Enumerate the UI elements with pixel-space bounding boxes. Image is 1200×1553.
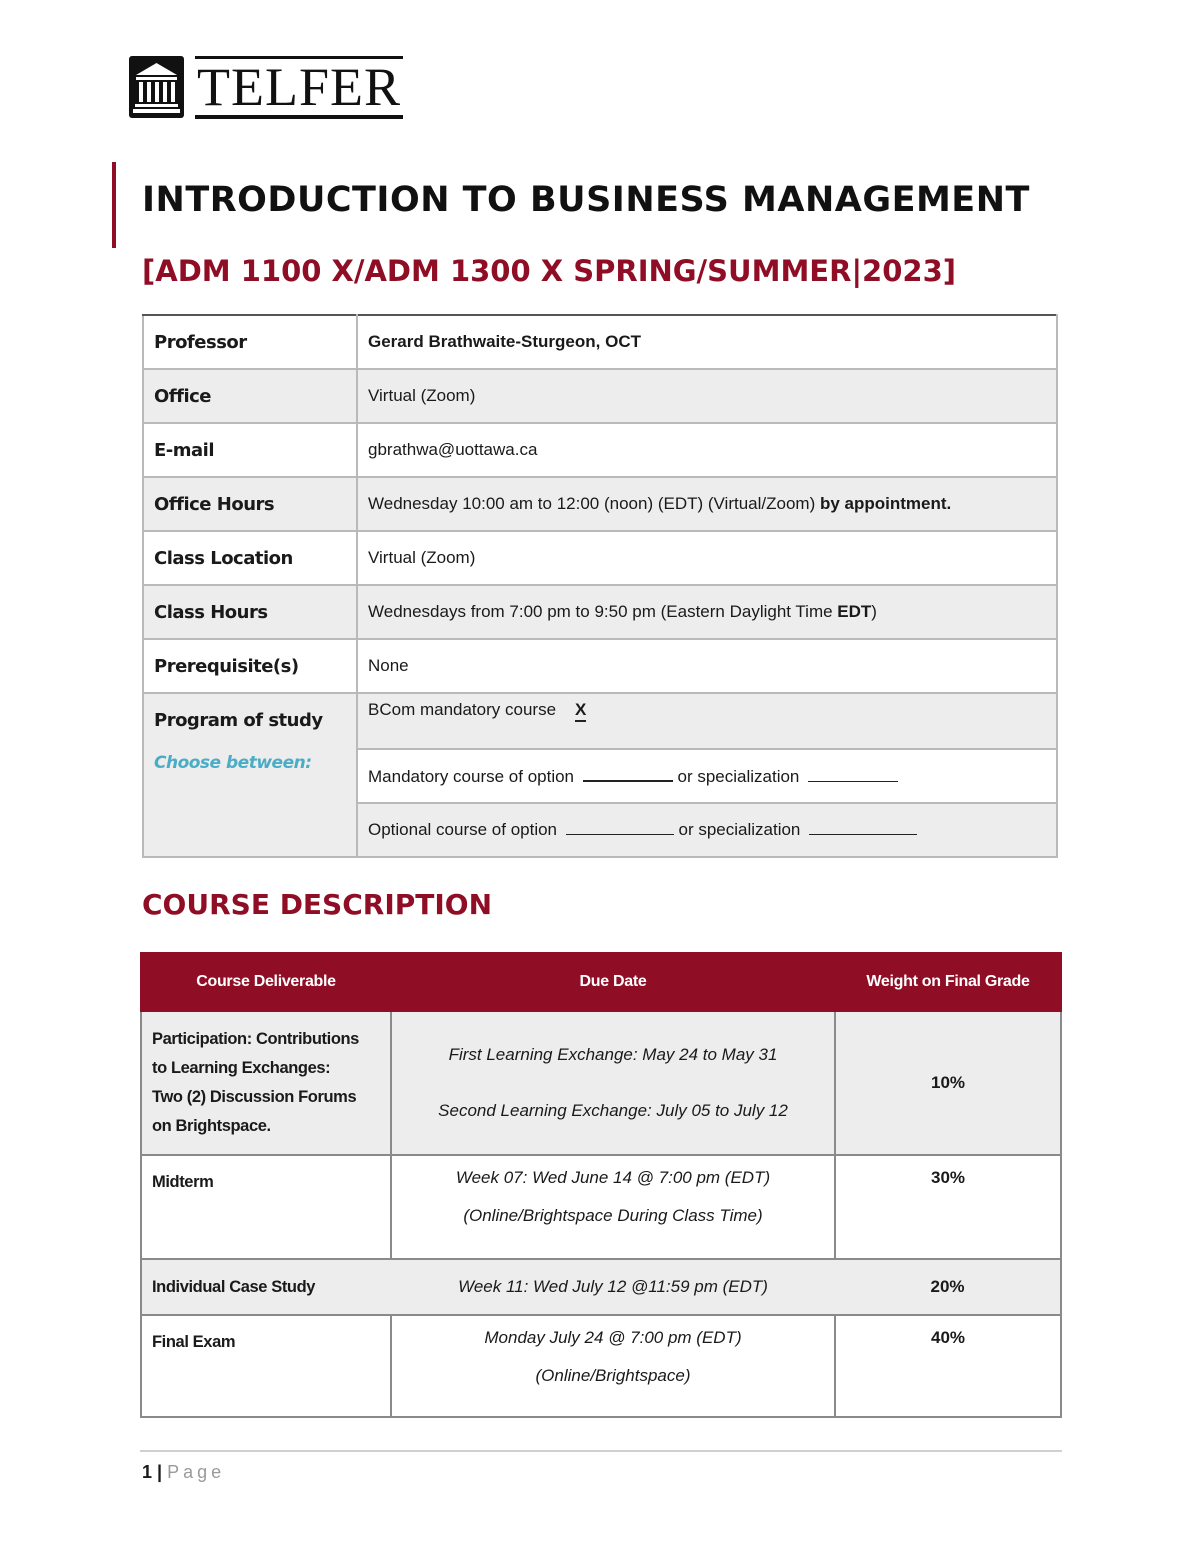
class-hours-end: ) bbox=[871, 602, 877, 621]
info-label: Prerequisite(s) bbox=[143, 639, 357, 693]
deliverable-name: Midterm bbox=[141, 1155, 391, 1259]
deliverables-table bbox=[140, 952, 1062, 1418]
deliverable-name-line: on Brightspace. bbox=[152, 1117, 271, 1135]
info-row-class-location bbox=[143, 531, 1057, 585]
table-row bbox=[141, 1315, 1061, 1417]
deliverable-name-line: Two (2) Discussion Forums bbox=[152, 1088, 357, 1106]
weight-value: 40% bbox=[835, 1315, 1061, 1417]
table-row bbox=[141, 1011, 1061, 1155]
footer-divider bbox=[140, 1450, 1062, 1452]
weight-value: 10% bbox=[835, 1011, 1061, 1155]
deliverable-name: Final Exam bbox=[141, 1315, 391, 1417]
option-mandatory-text: Mandatory course of option bbox=[368, 766, 575, 786]
info-label: Class Hours bbox=[143, 585, 357, 639]
course-code-subtitle: [ADM 1100 X/ADM 1300 X SPRING/SUMMER|2023] bbox=[142, 254, 956, 288]
due-date bbox=[391, 1155, 835, 1259]
due-date bbox=[391, 1011, 835, 1155]
professor-name: Gerard Brathwaite-Sturgeon, OCT bbox=[357, 315, 1057, 369]
office-hours-text: Wednesday 10:00 am to 12:00 (noon) (EDT) (Virtual/Zoom) bbox=[368, 494, 820, 513]
info-row-office-hours bbox=[143, 477, 1057, 531]
blank-line bbox=[583, 766, 673, 782]
blank-line bbox=[808, 767, 898, 782]
footer-separator: | bbox=[157, 1462, 163, 1482]
page-label: Page bbox=[167, 1462, 226, 1482]
page-footer bbox=[142, 1462, 225, 1483]
due-date-line: First Learning Exchange: May 24 to May 31 bbox=[448, 1045, 778, 1064]
deliverable-name-line: Participation: Contributions bbox=[152, 1030, 359, 1048]
office-hours-value bbox=[357, 477, 1057, 531]
due-date-line: Monday July 24 @ 7:00 pm (EDT) bbox=[484, 1328, 742, 1347]
deliverable-name-line: to Learning Exchanges: bbox=[152, 1059, 331, 1077]
weight-value: 30% bbox=[835, 1155, 1061, 1259]
info-row-program bbox=[143, 693, 1057, 749]
option-optional-text: Optional course of option bbox=[368, 820, 558, 839]
info-row-professor bbox=[143, 315, 1057, 369]
info-label: Class Location bbox=[143, 531, 357, 585]
due-date-line: Second Learning Exchange: July 05 to July 12 bbox=[438, 1101, 788, 1120]
program-mandatory bbox=[357, 693, 1057, 749]
class-location-value: Virtual (Zoom) bbox=[357, 531, 1057, 585]
building-columns-icon bbox=[128, 55, 185, 119]
header-due-date: Due Date bbox=[391, 953, 835, 1011]
class-hours-text: Wednesdays from 7:00 pm to 9:50 pm (Eastern Daylight Time bbox=[368, 602, 838, 621]
deliverable-name bbox=[141, 1011, 391, 1155]
program-option-mandatory bbox=[357, 749, 1057, 803]
info-label: Professor bbox=[143, 315, 357, 369]
info-label: E-mail bbox=[143, 423, 357, 477]
or-specialization-text: or specialization bbox=[678, 820, 801, 839]
header-deliverable: Course Deliverable bbox=[141, 953, 391, 1011]
or-specialization-text: or specialization bbox=[677, 766, 800, 786]
blank-line bbox=[809, 820, 917, 835]
telfer-logo bbox=[128, 54, 403, 120]
due-date-line: (Online/Brightspace During Class Time) bbox=[463, 1206, 763, 1225]
weight-value: 20% bbox=[835, 1259, 1061, 1315]
due-date-line: (Online/Brightspace) bbox=[535, 1366, 691, 1385]
info-label: Program of study bbox=[154, 710, 323, 731]
info-row-email bbox=[143, 423, 1057, 477]
logo-text: TELFER bbox=[197, 56, 401, 117]
prerequisites-value: None bbox=[357, 639, 1057, 693]
program-label-cell bbox=[143, 693, 357, 857]
office-hours-appointment: by appointment. bbox=[819, 494, 952, 513]
due-date-line: Week 07: Wed June 14 @ 7:00 pm (EDT) bbox=[455, 1168, 771, 1187]
page-number: 1 bbox=[142, 1462, 153, 1482]
header-weight: Weight on Final Grade bbox=[835, 953, 1061, 1011]
deliverables-header-row bbox=[141, 953, 1061, 1011]
due-date: Week 11: Wed July 12 @11:59 pm (EDT) bbox=[391, 1259, 835, 1315]
program-mandatory-text: BCom mandatory course bbox=[368, 700, 557, 719]
page-title: INTRODUCTION TO BUSINESS MANAGEMENT bbox=[142, 180, 1030, 220]
class-hours-timezone: EDT bbox=[837, 602, 872, 621]
info-label: Office Hours bbox=[143, 477, 357, 531]
info-row-prerequisites bbox=[143, 639, 1057, 693]
office-value: Virtual (Zoom) bbox=[357, 369, 1057, 423]
program-option-optional bbox=[357, 803, 1057, 857]
info-label: Office bbox=[143, 369, 357, 423]
choose-between-note: Choose between: bbox=[154, 753, 312, 773]
section-title-course-description: COURSE DESCRIPTION bbox=[142, 888, 493, 921]
table-row bbox=[141, 1155, 1061, 1259]
email-value: gbrathwa@uottawa.ca bbox=[357, 423, 1057, 477]
title-accent-bar bbox=[112, 162, 116, 248]
info-row-office bbox=[143, 369, 1057, 423]
class-hours-value bbox=[357, 585, 1057, 639]
mandatory-check-mark: X bbox=[575, 700, 586, 722]
blank-line bbox=[566, 820, 674, 835]
course-info-table bbox=[142, 314, 1058, 858]
deliverable-name: Individual Case Study bbox=[141, 1259, 391, 1315]
table-row bbox=[141, 1259, 1061, 1315]
due-date bbox=[391, 1315, 835, 1417]
info-row-class-hours bbox=[143, 585, 1057, 639]
